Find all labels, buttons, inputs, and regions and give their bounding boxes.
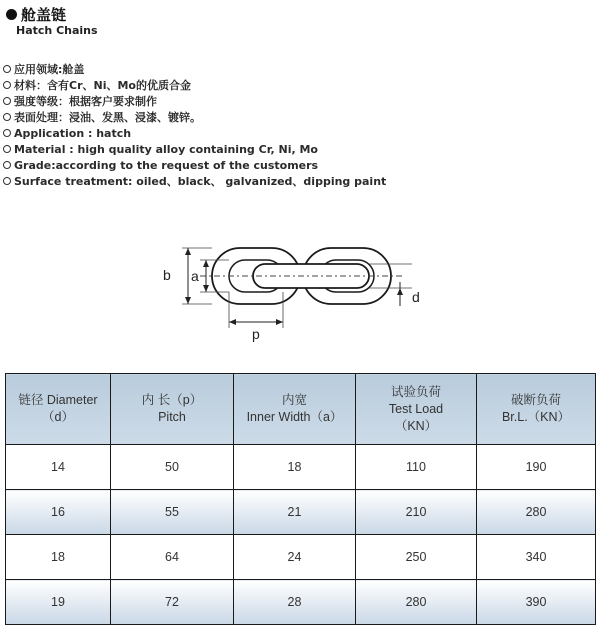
spec-text: 材料：含有Cr、Ni、Mo的优质合金 xyxy=(14,79,191,92)
spec-text: 表面处理：浸油、发黑、浸漆、镀锌。 xyxy=(14,111,201,124)
page-title: 舱盖链 xyxy=(21,6,67,24)
chain-link-diagram xyxy=(150,238,430,343)
cell-inner-width: 21 xyxy=(234,490,356,535)
spec-list xyxy=(3,61,386,189)
bullet-ring-icon xyxy=(3,161,11,169)
spec-text: Grade:according to the request of the customers xyxy=(14,158,319,172)
spec-item xyxy=(3,125,386,141)
bullet-ring-icon xyxy=(3,65,11,73)
spec-text: Material : high quality alloy containing Cr, Ni, Mo xyxy=(14,142,318,156)
table-header-row xyxy=(6,374,596,445)
header-breaking-load: 破断负荷 Br.L.（KN） xyxy=(477,374,596,445)
bullet-ring-icon xyxy=(3,177,11,185)
chain-spec-table xyxy=(5,373,596,625)
cell-pitch: 64 xyxy=(111,535,234,580)
label-d: d xyxy=(412,289,420,305)
label-a: a xyxy=(191,268,199,284)
cell-breaking-load: 340 xyxy=(477,535,596,580)
cell-test-load: 110 xyxy=(356,445,477,490)
spec-item xyxy=(3,61,386,77)
spec-item xyxy=(3,173,386,189)
spec-item xyxy=(3,157,386,173)
cell-test-load: 280 xyxy=(356,580,477,625)
cell-diameter: 14 xyxy=(6,445,111,490)
header-test-load: 试验负荷 Test Load （KN） xyxy=(356,374,477,445)
spec-item xyxy=(3,77,386,93)
cell-breaking-load: 280 xyxy=(477,490,596,535)
header-diameter: 链径 Diameter （d） xyxy=(6,374,111,445)
bullet-ring-icon xyxy=(3,97,11,105)
spec-text: 应用领域:舱盖 xyxy=(14,63,85,76)
cell-diameter: 16 xyxy=(6,490,111,535)
table-row xyxy=(6,490,596,535)
label-b: b xyxy=(163,267,171,283)
bullet-ring-icon xyxy=(3,81,11,89)
cell-diameter: 18 xyxy=(6,535,111,580)
cell-diameter: 19 xyxy=(6,580,111,625)
title-row xyxy=(6,4,66,25)
spec-text: 强度等级：根据客户要求制作 xyxy=(14,95,157,108)
bullet-ring-icon xyxy=(3,145,11,153)
cell-test-load: 250 xyxy=(356,535,477,580)
cell-breaking-load: 390 xyxy=(477,580,596,625)
spec-item xyxy=(3,141,386,157)
table-row xyxy=(6,535,596,580)
cell-inner-width: 18 xyxy=(234,445,356,490)
cell-pitch: 72 xyxy=(111,580,234,625)
cell-pitch: 55 xyxy=(111,490,234,535)
spec-item xyxy=(3,109,386,125)
cell-inner-width: 28 xyxy=(234,580,356,625)
header-pitch: 内 长（p） Pitch xyxy=(111,374,234,445)
bullet-ring-icon xyxy=(3,129,11,137)
header-inner-width: 内宽 Inner Width（a） xyxy=(234,374,356,445)
spec-text: Surface treatment: oiled、black、 galvanized、dipping paint xyxy=(14,175,387,188)
table-row xyxy=(6,445,596,490)
bullet-ring-icon xyxy=(3,113,11,121)
cell-breaking-load: 190 xyxy=(477,445,596,490)
label-p: p xyxy=(252,326,260,342)
bullet-dot-icon xyxy=(6,9,17,20)
table-row xyxy=(6,580,596,625)
cell-pitch: 50 xyxy=(111,445,234,490)
cell-inner-width: 24 xyxy=(234,535,356,580)
cell-test-load: 210 xyxy=(356,490,477,535)
page-subtitle: Hatch Chains xyxy=(16,24,98,37)
spec-item xyxy=(3,93,386,109)
spec-text: Application : hatch xyxy=(14,126,132,140)
